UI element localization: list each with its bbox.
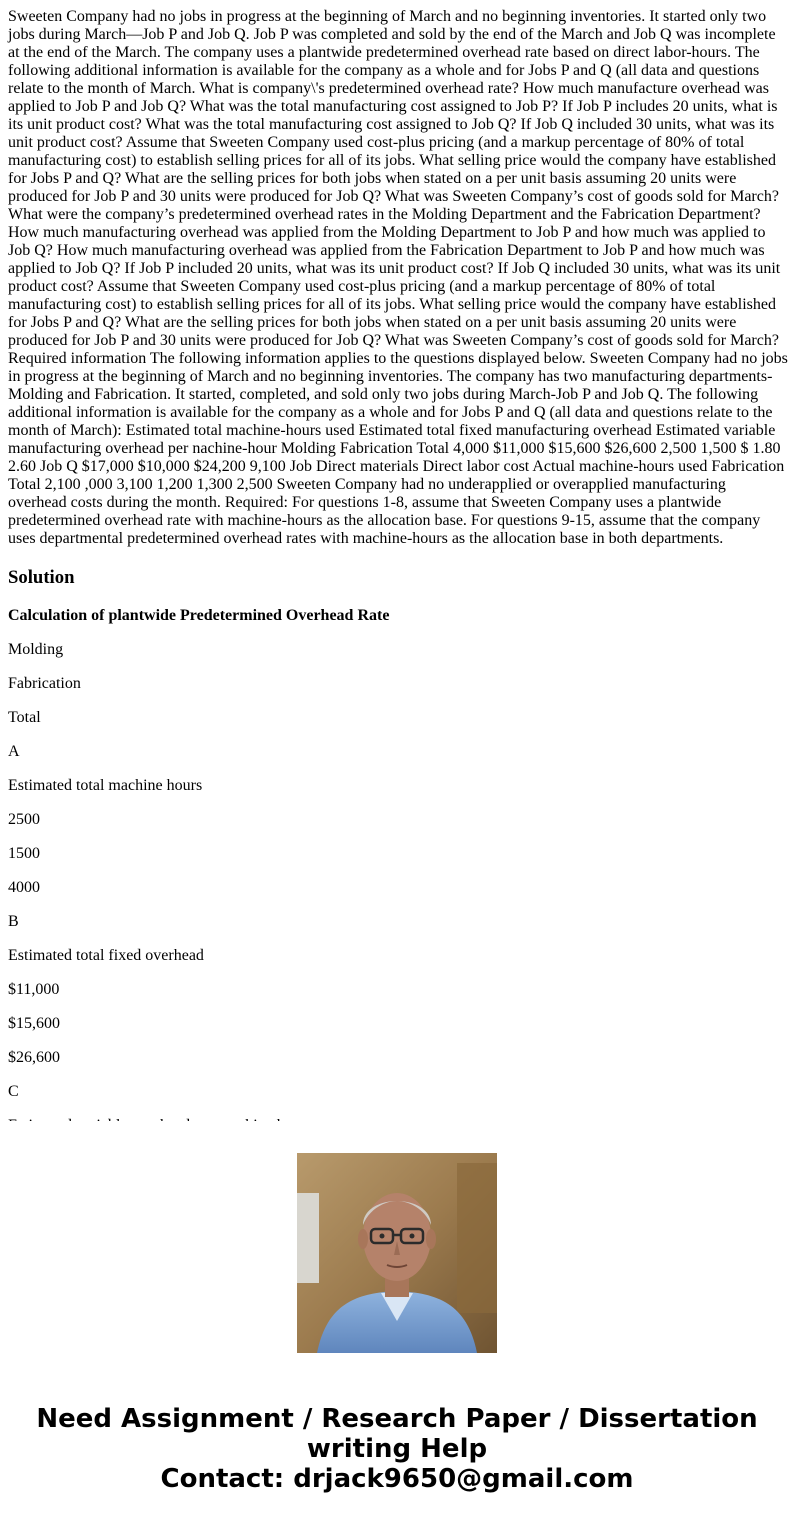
solution-line: Fabrication bbox=[8, 675, 81, 692]
solution-line: A bbox=[8, 743, 20, 760]
solution-line: 1500 bbox=[8, 845, 40, 862]
contact-banner bbox=[0, 1404, 794, 1494]
person-portrait-icon bbox=[297, 1153, 497, 1353]
solution-line: B bbox=[8, 913, 19, 930]
solution-line: Total bbox=[8, 709, 41, 726]
solution-heading: Solution bbox=[8, 567, 75, 588]
solution-line: C bbox=[8, 1083, 19, 1100]
banner-line: writing Help bbox=[306, 1434, 488, 1464]
solution-line: Estimated total fixed overhead bbox=[8, 947, 204, 964]
portrait-illustration bbox=[297, 1153, 497, 1353]
solution-subheading: Calculation of plantwide Predetermined Overhead Rate bbox=[8, 607, 390, 624]
contact-email: Contact: drjack9650@gmail.com bbox=[160, 1464, 634, 1494]
solution-line: Molding bbox=[8, 641, 64, 658]
solution-lines bbox=[8, 641, 788, 1135]
promo-footer bbox=[0, 1121, 794, 1523]
solution-line: Estimated total machine hours bbox=[8, 777, 203, 794]
banner-line: Need Assignment / Research Paper / Dissertation bbox=[36, 1404, 758, 1434]
solution-line: $26,600 bbox=[8, 1049, 60, 1066]
solution-line: 2500 bbox=[8, 811, 40, 828]
solution-line: $15,600 bbox=[8, 1015, 60, 1032]
solution-line: $11,000 bbox=[8, 981, 60, 998]
document-content bbox=[8, 8, 788, 1121]
solution-line: 4000 bbox=[8, 879, 40, 896]
question-text: Sweeten Company had no jobs in progress at the beginning of March and no beginning inventories. It started only two jobs during March—Job P and Job Q. Job P was completed and sold by the end of the March and Job Q was incomplete at the end of the March. The company uses a plantwide predetermined overhead rate based on direct labor-hours. The following additional information is available for the company as a whole and for Jobs P and Q (all data and questions relate to the month of March. What is company\'s predetermined overhead rate? How much manufacture overhead was applied to Job P and Job Q? What was the total manufacturing cost assigned to Job P? If Job P includes 20 units, what is its unit product cost? What was the total manufacturing cost assigned to Job Q? If Job Q included 30 units, what was its unit product cost? Assume that Sweeten Company used cost-plus pricing (and a markup percentage of 80% of total manufacturing cost) to establish selling prices for all of its jobs. What selling price would the company have established for Jobs P and Q? What are the selling prices for both jobs when stated on a per unit basis assuming 20 units were produced for Job P and 30 units were produced for Job Q? What was Sweeten Company’s cost of goods sold for March? What were the company’s predetermined overhead rates in the Molding Department and the Fabrication Department? How much manufacturing overhead was applied from the Molding Department to Job P and how much was applied to Job Q? How much manufacturing overhead was applied from the Fabrication Department to Job P and how much was applied to Job Q? If Job P included 20 units, what was its unit product cost? If Job Q included 30 units, what was its unit product cost? Assume that Sweeten Company used cost-plus pricing (and a markup percentage of 80% of total manufacturing cost) to establish selling prices for all of its jobs. What selling price would the company have established for Jobs P and Q? What are the selling prices for both jobs when stated on a per unit basis assuming 20 units were produced for Job P and 30 units were produced for Job Q? What was Sweeten Company’s cost of goods sold for March? Required information The following information applies to the questions displayed below. Sweeten Company had no jobs in progress at the beginning of March and no beginning inventories. The company has two manufacturing departments-Molding and Fabrication. It started, completed, and sold only two jobs during March-Job P and Job Q. The following additional information is available for the company as a whole and for Jobs P and Q (all data and questions relate to the month of March): Estimated total machine-hours used Estimated total fixed manufacturing overhead Estimated variable manufacturing overhead per nachine-hour Molding Fabrication Total 4,000 $11,000 $15,600 $26,600 2,500 1,500 $ 1.80 2.60 Job Q $17,000 $10,000 $24,200 9,100 Job Direct materials Direct labor cost Actual machine-hours used Fabrication Total 2,100 ,000 3,100 1,200 1,300 2,500 Sweeten Company had no underapplied or overapplied manufacturing overhead costs during the month. Required: For questions 1-8, assume that Sweeten Company uses a plantwide predetermined overhead rate with machine-hours as the allocation base. For questions 9-15, assume that the company uses departmental predetermined overhead rates with machine-hours as the allocation base in both departments. bbox=[8, 8, 788, 547]
